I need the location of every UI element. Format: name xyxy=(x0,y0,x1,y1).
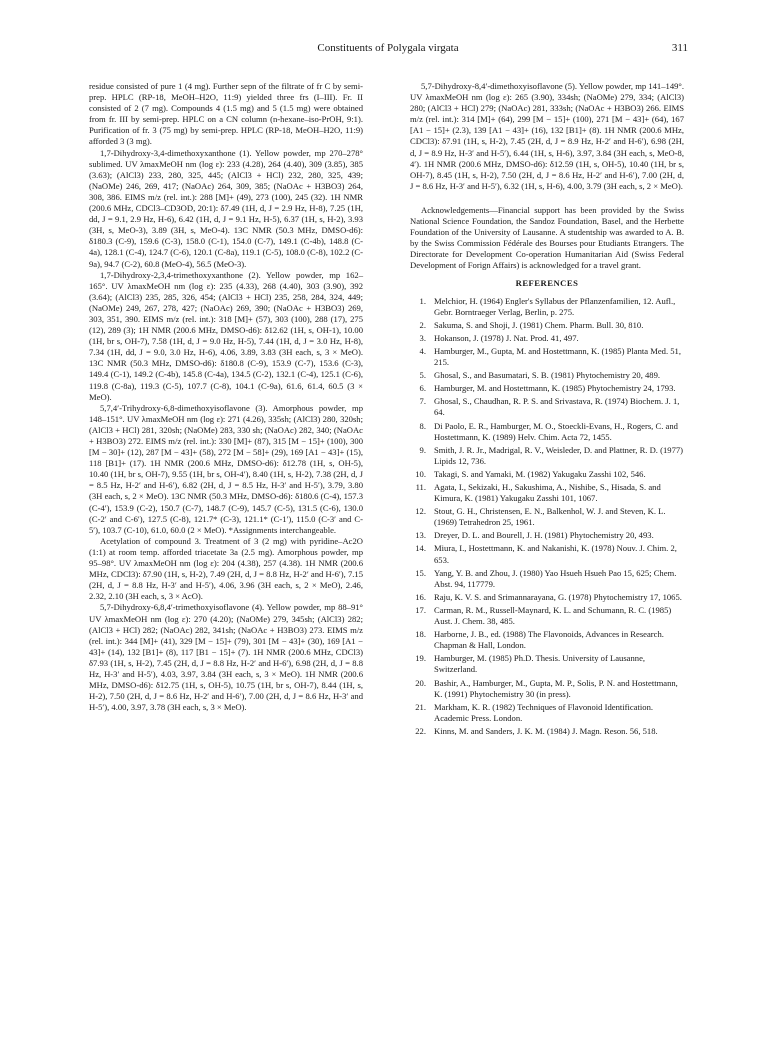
reference-number: 7. xyxy=(419,396,426,407)
paragraph-compound-4: 5,7-Dihydroxy-6,8,4′-trimethoxyisoflavone (4). Yellow powder, mp 88–91° UV λmaxMeOH nm (log ε): 270 (4.20); (NaOMe) 279, 345sh; (AlCl3) 282; (AlCl3 + HCl) 282; (NaOAc) 282, 341sh; (NaOAc + H3BO3) 273. EIMS m/z (rel. int.): 344 [M]+ (41), 329 [M − 15]+ (79), 301 [M − 43]+ (30), 169 [A1 − 43]+ (14), 132 [B1]+ (8), 117 [B1 − 15]+ (7). 1H NMR (200.6 MHz, CDCl3) δ7.93 (1H, s, H-2), 7.45 (2H, d, J = 8.8 Hz, H-2′ and H-6′), 6.98 (2H, d, J = 8.8 Hz, H-3′ and H-5′), 4.03, 3.97, 3.84 (3H each, s, 3 × MeO). 1H NMR (200.6 MHz, DMSO-d6): δ12.75 (1H, s, OH-5), 10.75 (1H, br s, OH-7), 8.44 (1H, s, H-2), 7.50 (2H, d, J = 8.6 Hz, H-2′ and H-6′), 7.00 (2H, d, J = 8.6 Hz, H-3′ and H-5′), 4.00, 3.97, 3.78 (3H each, s, 3 × MeO). xyxy=(89,602,363,713)
running-title: Constituents of Polygala virgata xyxy=(317,42,459,54)
reference-text: Kinns, M. and Sanders, J. K. M. (1984) J. Magn. Reson. 56, 518. xyxy=(434,725,658,736)
paragraph-compound-2: 1,7-Dihydroxy-2,3,4-trimethoxyxanthone (2). Yellow powder, mp 162–165°. UV λmaxMeOH nm (log ε): 235 (4.33), 268 (4.40), 303 (3.90), 392 (3.64); (AlCl3) 235, 285, 326, 454; (AlCl3 + HCl) 235, 258, 284, 324, 449; (NaOMe) 249, 267, 278, 427; (NaOAc) 269, 390; (NaOAc + H3BO3) 269, 303, 351, 390. EIMS m/z (rel. int.): 318 [M]+ (57), 303 (100), 288 (17), 275 (12), 289 (3); 1H NMR (200.6 MHz, DMSO-d6): δ12.62 (1H, s, OH-1), 10.00 (1H, br s, OH-7), 7.58 (1H, d, J = 9.0 Hz, H-5), 7.44 (1H, d, J = 3.0 Hz, H-8), 7.34 (1H, dd, J = 9.0, 3.0 Hz, H-6), 4.06, 3.89, 3.83 (3H each, s, 3 × MeO). 13C NMR (50.3 MHz, DMSO-d6): δ180.8 (C-9), 153.9 (C-7), 153.6 (C-3), 149.4 (C-1), 149.2 (C-4b), 145.8 (C-4a), 134.5 (C-2), 132.1 (C-4), 125.1 (C-6), 119.8 (C-8a), 119.3 (C-5), 107.7 (C-8), 104.1 (C-9a), 61.6, 61.4, 60.5 (3 × MeO). xyxy=(89,269,363,402)
reference-number: 18. xyxy=(415,629,426,640)
reference-item xyxy=(410,702,684,724)
reference-item xyxy=(410,506,684,528)
reference-item xyxy=(410,370,684,381)
reference-item xyxy=(410,543,684,565)
reference-number: 21. xyxy=(415,701,426,712)
reference-text: Sakuma, S. and Shoji, J. (1981) Chem. Pharm. Bull. 30, 810. xyxy=(434,319,644,330)
reference-number: 16. xyxy=(415,591,426,602)
reference-number: 17. xyxy=(415,604,426,615)
reference-text: Ghosal, S., and Basumatari, S. B. (1981) Phytochemistry 20, 489. xyxy=(434,370,661,381)
reference-text: Smith, J. R. Jr., Madrigal, R. V., Weisleder, D. and Plattner, R. D. (1977) Lipids 12, 736. xyxy=(434,444,684,466)
paragraph-experimental-fractions: residue consisted of pure 1 (4 mg). Further sepn of the filtrate of fr C by semi-prep. HPLC (RP-18, MeOH–H2O, 11:9) yielded three frs (I–III). Fr. II consisted of 2 (7 mg). Compounds 4 (1.5 mg) and 5 (1.5 mg) were obtained from fr. III by semi-prep. HPLC on a CN column (n-hexane–iso-PrOH, 9:1). Purification of fr. 3 (75 mg) by semi-prep. HPLC (RP-18, MeOH–H2O, 11:9) afforded 3 (3 mg). xyxy=(89,81,363,147)
reference-text: Hamburger, M. (1985) Ph.D. Thesis. University of Lausanne, Switzerland. xyxy=(434,653,646,675)
reference-number: 11. xyxy=(415,482,426,492)
left-column xyxy=(89,81,363,713)
reference-text: Melchior, H. (1964) Engler's Syllabus der Pflanzenfamilien, 12. Aufl., Gebr. Borntraeger Verlag, Berlin, p. 275. xyxy=(434,295,676,317)
right-column xyxy=(410,81,684,739)
reference-item xyxy=(410,346,684,368)
reference-number: 5. xyxy=(419,370,426,381)
paragraph-compound-5: 5,7-Dihydroxy-8,4′-dimethoxyisoflavone (5). Yellow powder, mp 141–149°. UV λmaxMeOH nm (log ε): 265 (3.90), 334sh; (NaOMe) 279, 334; (AlCl3) 280; (AlCl3 + HCl) 279; (NaOAc) 281, 333sh; (NaOAc + H3BO3) 266. EIMS m/z (rel. int.): 314 [M]+ (64), 299 [M − 15]+ (100), 271 [M − 43]+ (64), 167 [A1 − 15]+ (2.3), 139 [A1 − 43]+ (16), 132 [B1]+ (8). 1H NMR (200.6 MHz, CDCl3): δ7.91 (1H, s, H-2), 7.45 (2H, d, J = 8.9 Hz, H-2′ and H-6′), 6.98 (2H, d, J = 8.9 Hz, H-3′ and H-5′), 6.44 (1H, s, H-6), 3.97, 3.84 (3H each, s, MeO-8, 4′). 1H NMR (200.6 MHz, DMSO-d6): δ12.59 (1H, s, OH-5), 10.40 (1H, br s, OH-7), 8.45 (1H, s, H-2), 7.50 (2H, d, J = 8.6 Hz, H-2′ and H-6′), 7.00 (2H, d, J = 8.6 Hz, H-3′ and H-5′), 6.32 (1H, s, H-6), 4.00, 3.79 (3H each, s, 2 × MeO). xyxy=(410,81,684,191)
paragraph-acetylation: Acetylation of compound 3. Treatment of 3 (2 mg) with pyridine–Ac2O (1:1) at room temp. afforded triacetate 3a (2.5 mg). Amorphous powder, mp 95–98°. UV λmaxMeOH nm (log ε): 204 (4.38), 257 (4.38). 1H NMR (200.6 MHz, CDCl3): δ7.90 (1H, s, H-2), 7.49 (2H, d, J = 8.8 Hz, H-2′ and H-6′), 7.15 (2H, d, J = 8.8 Hz, H-3′ and H-5′), 4.06, 3.96 (3H each, s, 2 × MeO), 2.46, 2.32, 2.10 (3H each, s, 3 × AcO). xyxy=(89,535,363,602)
reference-item xyxy=(410,482,684,504)
reference-number: 15. xyxy=(415,567,426,578)
reference-text: Agata, I., Sekizaki, H., Sakushima, A., Nishibe, S., Hisada, S. and Kimura, K. (1981) Yakugaku Zasshi 101, 1067. xyxy=(434,482,661,504)
reference-number: 4. xyxy=(419,345,426,356)
page-number: 311 xyxy=(671,42,688,54)
reference-number: 9. xyxy=(419,444,426,455)
reference-text: Di Paolo, E. R., Hamburger, M. O., Stoeckli-Evans, H., Rogers, C. and Hostettmann, K. (1989) Helv. Chim. Acta 72, 1455. xyxy=(434,420,678,442)
reference-item xyxy=(410,333,684,344)
reference-text: Bashir, A., Hamburger, M., Gupta, M. P., Solis, P. N. and Hostettmann, K. (1991) Phytochemistry 30 (in press). xyxy=(434,677,678,699)
reference-number: 19. xyxy=(415,653,426,664)
reference-item xyxy=(410,445,684,467)
reference-number: 6. xyxy=(419,383,426,394)
reference-item xyxy=(410,629,684,651)
reference-text: Hokanson, J. (1978) J. Nat. Prod. 41, 497. xyxy=(434,332,579,343)
reference-text: Stout, G. H., Christensen, E. N., Balkenhol, W. J. and Steven, K. L. (1969) Tetrahedron 25, 1961. xyxy=(434,506,666,528)
acknowledgements: Acknowledgements—Financial support has been provided by the Swiss National Science Foundation, the Sandoz Foundation, Basel, and the Herbette Foundation of the University of Lausanne. A studentship was awarded to A. B. by the Swiss Commission Fédérale des Bourses pour Etudiants Etrangers. The Directorate for Development Co-operation Humanitarian Aid (Swiss Federal Development of Forign Affairs) is acknowledged for a travel grant. xyxy=(410,204,684,271)
reference-text: Carman, R. M., Russell-Maynard, K. L. and Schumann, R. C. (1985) Aust. J. Chem. 38, 485. xyxy=(434,604,672,627)
reference-item xyxy=(410,469,684,480)
reference-text: Hamburger, M., Gupta, M. and Hostettmann, K. (1985) Planta Med. 51, 215. xyxy=(434,345,682,368)
references-list xyxy=(410,296,684,737)
reference-number: 3. xyxy=(419,332,426,343)
reference-number: 8. xyxy=(419,420,426,431)
reference-number: 2. xyxy=(419,319,426,330)
reference-number: 10. xyxy=(415,468,426,479)
reference-item xyxy=(410,320,684,331)
paragraph-compound-3: 5,7,4′-Trihydroxy-6,8-dimethoxyisoflavone (3). Amorphous powder, mp 148–151°. UV λmaxMeOH nm (log ε): 271 (4.26), 335sh; (AlCl3) 280, 320sh; (AlCl3 + HCl) 281, 320sh; (NaOMe) 283, 330 sh; (NaOAc) 282, 340; (NaOAc + H3BO3) 272. EIMS m/z (rel. int.): 330 [M]+ (87), 315 [M − 15]+ (100), 300 [M − 30]+ (12), 287 [M − 43]+ (58), 272 [M − 58]+ (29), 169 [A1 − 43]+ (15), 118 [B1]+ (17). 1H NMR (200.6 MHz, DMSO-d6): δ12.78 (1H, s, OH-5), 10.40 (1H, br s, OH-7), 9.55 (1H, br s, OH-4′), 8.40 (1H, s, H-2), 7.38 (2H, d, J = 8.5 Hz, H-2′ and H-6′), 6.82 (2H, d, J = 8.5 Hz, H-3′ and H-5′), 3.79, 3.80 (3H each, s, 2 × MeO). 13C NMR (50.3 MHz, DMSO-d6): δ180.6 (C-4), 157.3 (C-4′), 153.9 (C-2), 150.7 (C-7), 148.7 (C-9), 145.7 (C-5), 131.5 (C-6), 130.0 (C-2′ and C-6′), 127.5 (C-8), 121.7* (C-3), 121.1* (C-1′), 115.0 (C-3′ and C-5′), 103.7 (C-10), 61.0, 60.0 (2 × MeO). *Assignments interchangeable. xyxy=(89,402,363,535)
page-header xyxy=(88,42,688,62)
reference-item xyxy=(410,396,684,418)
reference-number: 14. xyxy=(415,543,426,554)
reference-item xyxy=(410,653,684,675)
reference-number: 13. xyxy=(415,530,426,541)
reference-item xyxy=(410,296,684,318)
reference-item xyxy=(410,568,684,590)
references-heading: REFERENCES xyxy=(515,277,579,288)
reference-text: Raju, K. V. S. and Srimannarayana, G. (1978) Phytochemistry 17, 1065. xyxy=(434,591,682,602)
reference-text: Yang, Y. B. and Zhou, J. (1980) Yao Hsueh Hsueh Pao 15, 625; Chem. Abst. 94, 117779. xyxy=(434,567,677,589)
reference-number: 20. xyxy=(415,677,426,688)
reference-text: Dreyer, D. L. and Bourell, J. H. (1981) Phytochemistry 20, 493. xyxy=(434,530,654,541)
reference-item xyxy=(410,592,684,603)
reference-number: 22. xyxy=(415,725,426,736)
reference-text: Markham, K. R. (1982) Techniques of Flavonoid Identification. Academic Press. London. xyxy=(434,701,654,723)
reference-text: Ghosal, S., Chaudhan, R. P. S. and Srivastava, R. (1974) Biochem. J. 1, 64. xyxy=(434,396,680,418)
reference-text: Harborne, J. B., ed. (1988) The Flavonoids, Advances in Research. Chapman & Hall, London. xyxy=(434,629,664,651)
reference-number: 1. xyxy=(419,295,426,306)
reference-item xyxy=(410,530,684,541)
reference-item xyxy=(410,383,684,394)
reference-number: 12. xyxy=(415,506,426,517)
reference-text: Hamburger, M. and Hostettmann, K. (1985) Phytochemistry 24, 1793. xyxy=(434,383,676,394)
reference-item xyxy=(410,421,684,443)
reference-item xyxy=(410,605,684,627)
reference-item xyxy=(410,678,684,700)
reference-text: Takagi, S. and Yamaki, M. (1982) Yakugaku Zasshi 102, 546. xyxy=(434,468,646,479)
paragraph-compound-1: 1,7-Dihydroxy-3,4-dimethoxyxanthone (1). Yellow powder, mp 270–278° sublimed. UV λmaxMeOH nm (log ε): 233 (4.28), 264 (4.40), 309 (3.85), 385 (3.63); (AlCl3) 233, 280, 325, 445; (AlCl3 + HCl) 232, 280, 325, 439; (NaOMe) 246, 269, 417; (NaOAc) 264, 309, 385; (NaOAc + H3BO3) 264, 308, 386. EIMS m/z (rel. int.): 288 [M]+ (49), 273 (100), 245 (32). 1H NMR (200.6 MHz, CDCl3–CD3OD, 20:1): δ7.49 (1H, d, J = 2.9 Hz, H-8), 7.25 (1H, dd, J = 9.1, 2.9 Hz, H-6), 6.42 (1H, d, J = 9.1 Hz, H-5), 6.37 (1H, s, H-2), 3.93 (3H, s, MeO-3), 3.89 (3H, s, MeO-4). 13C NMR (50.3 MHz, DMSO-d6): δ180.3 (C-9), 159.6 (C-3), 158.0 (C-1), 154.0 (C-7), 149.1 (C-4b), 148.8 (C-4a), 128.1 (C-4), 124.7 (C-6), 120.1 (C-8a), 119.1 (C-5), 108.0 (C-8), 102.2 (C-9a), 94.7 (C-2), 60.8 (MeO-4), 56.5 (MeO-3). xyxy=(89,147,363,269)
reference-text: Miura, I., Hostettmann, K. and Nakanishi, K. (1978) Nouv. J. Chim. 2, 653. xyxy=(434,543,677,565)
reference-item xyxy=(410,726,684,737)
